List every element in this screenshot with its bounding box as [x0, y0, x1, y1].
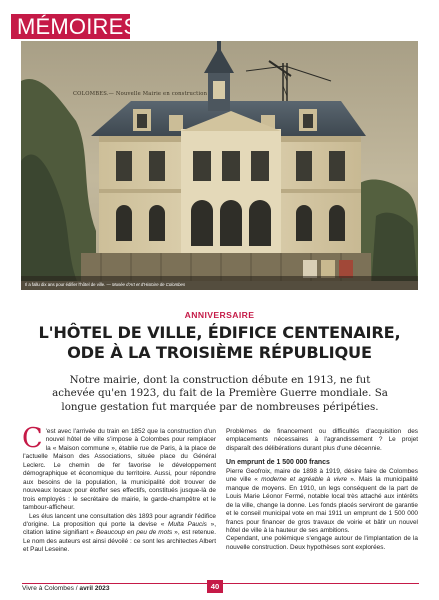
page-number: 40	[207, 580, 223, 593]
article-column-left	[22, 423, 216, 555]
headline-line-2: ODE À LA TROISIÈME RÉPUBLIQUE	[67, 342, 372, 362]
article-kicker: ANNIVERSAIRE	[184, 310, 255, 320]
photo-caption-text: Il a fallu dix ans pour édifier l'hôtel de ville.	[25, 282, 106, 287]
paragraph-4: Pierre Geofroix, maire de 1898 à 1919, désire faire de Colombes une ville « moderne et agréable à vivre ». Mais la municipalité manque de moyens. En 1910, un legs conséquent de la part de Louis Marie Léonor Fermé, notable local très attaché aux intérêts de la ville, change la donne. Les fonds placés serviront de garantie et le conseil municipal vote en mai 1911 un emprunt de 1 500 000 francs pour financer de gros travaux de voirie et bâtir un nouvel hôtel de ville à la hauteur de ses ambitions.	[226, 467, 418, 534]
headline-line-1: L'HÔTEL DE VILLE, ÉDIFICE CENTENAIRE,	[38, 323, 401, 342]
article-column-right	[226, 428, 418, 552]
paragraph-5: Cependant, une polémique s'engage autour de l'implantation de la nouvelle construction. Deux hypothèses sont explorées.	[226, 535, 418, 551]
historic-photo	[21, 41, 418, 290]
postcard-label: COLOMBES.— Nouvelle Mairie en construction	[73, 91, 208, 97]
paragraph-2: Les élus lancent une consultation dès 1893 pour agrandir l'édifice d'origine. La proposition qui porte la devise « Multa Paucis », citation latine signifiant « Beaucoup en peu de mots », est retenue. Le nom des auteurs est ainsi dévoilé : ce sont les architectes Albert et Paul Leseine.	[23, 512, 216, 554]
article-headline	[0, 323, 439, 362]
paragraph-3: Problèmes de financement ou difficultés d'acquisition des emplacements nécessaires à l'agrandissement ? Le projet disparaît des délibérations durant plus d'une décennie.	[226, 428, 418, 452]
drop-cap: C	[22, 423, 43, 454]
town-hall-illustration	[21, 41, 418, 290]
article-lead: Notre mairie, dont la construction débute en 1913, ne fut achevée qu'en 1923, du fait de la Première Guerre mondiale. Sa longue gestation fut marquée par de nombreuses péripéties.	[52, 374, 388, 413]
footer-rule-right	[223, 583, 419, 584]
footer-publication: Vivre à Colombes / avril 2023	[22, 585, 110, 592]
photo-source: Musée d'Art et d'Histoire de Colombes	[112, 282, 186, 287]
paragraph-1: C 'est avec l'arrivée du train en 1852 que la construction d'un nouvel hôtel de ville s'impose à Colombes pour remplacer la « Maison commune », établie rue de Paris, à la place de l'actuelle Maison des Associations, située place du Général Leclerc. Le chemin de fer favorise le développement démographique et économique du territoire. Aussi, pour répondre aux besoins de la population, la municipalité doit trouver de nouveaux locaux pour étoffer ses effectifs, constitués jusque-là de trois employés : le secrétaire de mairie, le garde-champêtre et le tambour-afficheur.	[22, 423, 216, 512]
footer-rule-left	[22, 583, 207, 584]
photo-caption: Il a fallu dix ans pour édifier l'hôtel de ville. — Musée d'Art et d'Histoire de Colombes	[25, 282, 186, 287]
section-tag: MÉMOIRES	[11, 14, 130, 39]
article-subheading: Un emprunt de 1 500 000 francs	[226, 459, 330, 467]
